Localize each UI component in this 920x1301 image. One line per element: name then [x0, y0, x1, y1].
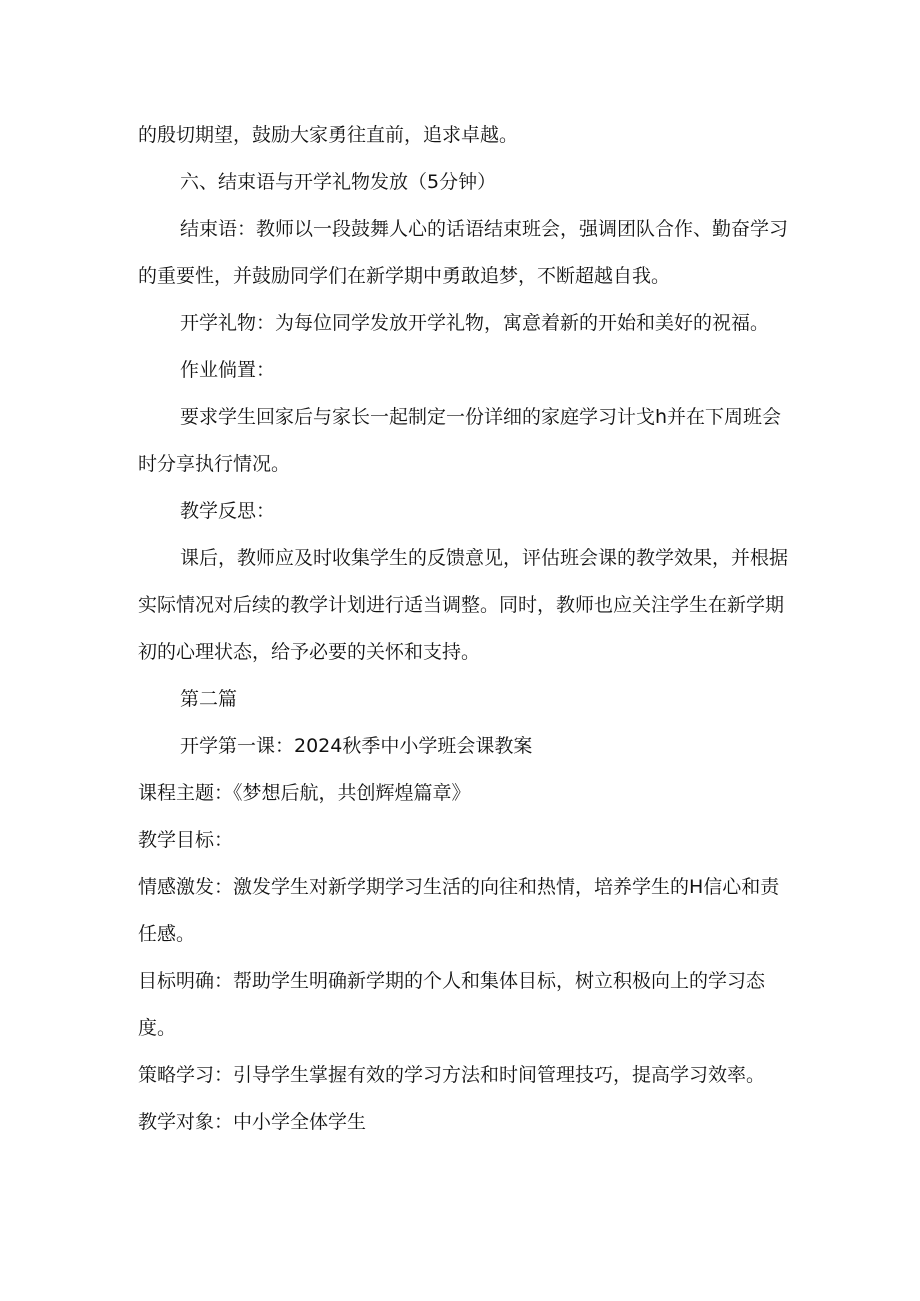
teaching-audience: 教学对象：中小学全体学生	[138, 1111, 367, 1133]
goal-strategy: 策略学习：引导学生掌握有效的学习方法和时间管理技巧，提高学习效率。	[138, 1064, 766, 1086]
document-body	[138, 112, 788, 1146]
heading-teaching-goals: 教学目标：	[138, 829, 234, 851]
goal-emotion: 情感激发：激发学生对新学期学习生活的向往和热情，培养学生的H信心和责任感。	[138, 876, 780, 945]
heading-reflection: 教学反思：	[180, 500, 276, 522]
paragraph-continuation: 的殷切期望，鼓励大家勇往直前，追求卓越。	[138, 124, 519, 146]
paragraph-gifts: 开学礼物：为每位同学发放开学礼物，寓意着新的开始和美好的祝福。	[180, 312, 770, 334]
section-heading-closing: 六、结束语与开学礼物发放（5分钟）	[180, 171, 497, 193]
goal-target: 目标明确：帮助学生明确新学期的个人和集体目标，树立积极向上的学习态度。	[138, 970, 766, 1039]
paragraph-reflection: 课后，教师应及时收集学生的反馈意见，评估班会课的教学效果，并根据实际情况对后续的教学计划进行适当调整。同时，教师也应关注学生在新学期初的心理状态，给予必要的关怀和支持。	[138, 547, 789, 663]
course-theme: 课程主题：《梦想后航，共创辉煌篇章》	[138, 782, 471, 804]
heading-homework: 作业倘置：	[180, 359, 276, 381]
heading-part-two: 第二篇	[180, 688, 238, 710]
lesson-title: 开学第一课：2024秋季中小学班会课教案	[180, 735, 533, 757]
paragraph-closing-remarks: 结束语：教师以一段鼓舞人心的话语结束班会，强调团队合作、勤奋学习的重要性，并鼓励同学们在新学期中勇敢追梦，不断超越自我。	[138, 218, 789, 287]
paragraph-homework: 要求学生回家后与家长一起制定一份详细的家庭学习计戈h并在下周班会时分享执行情况。	[138, 406, 782, 475]
